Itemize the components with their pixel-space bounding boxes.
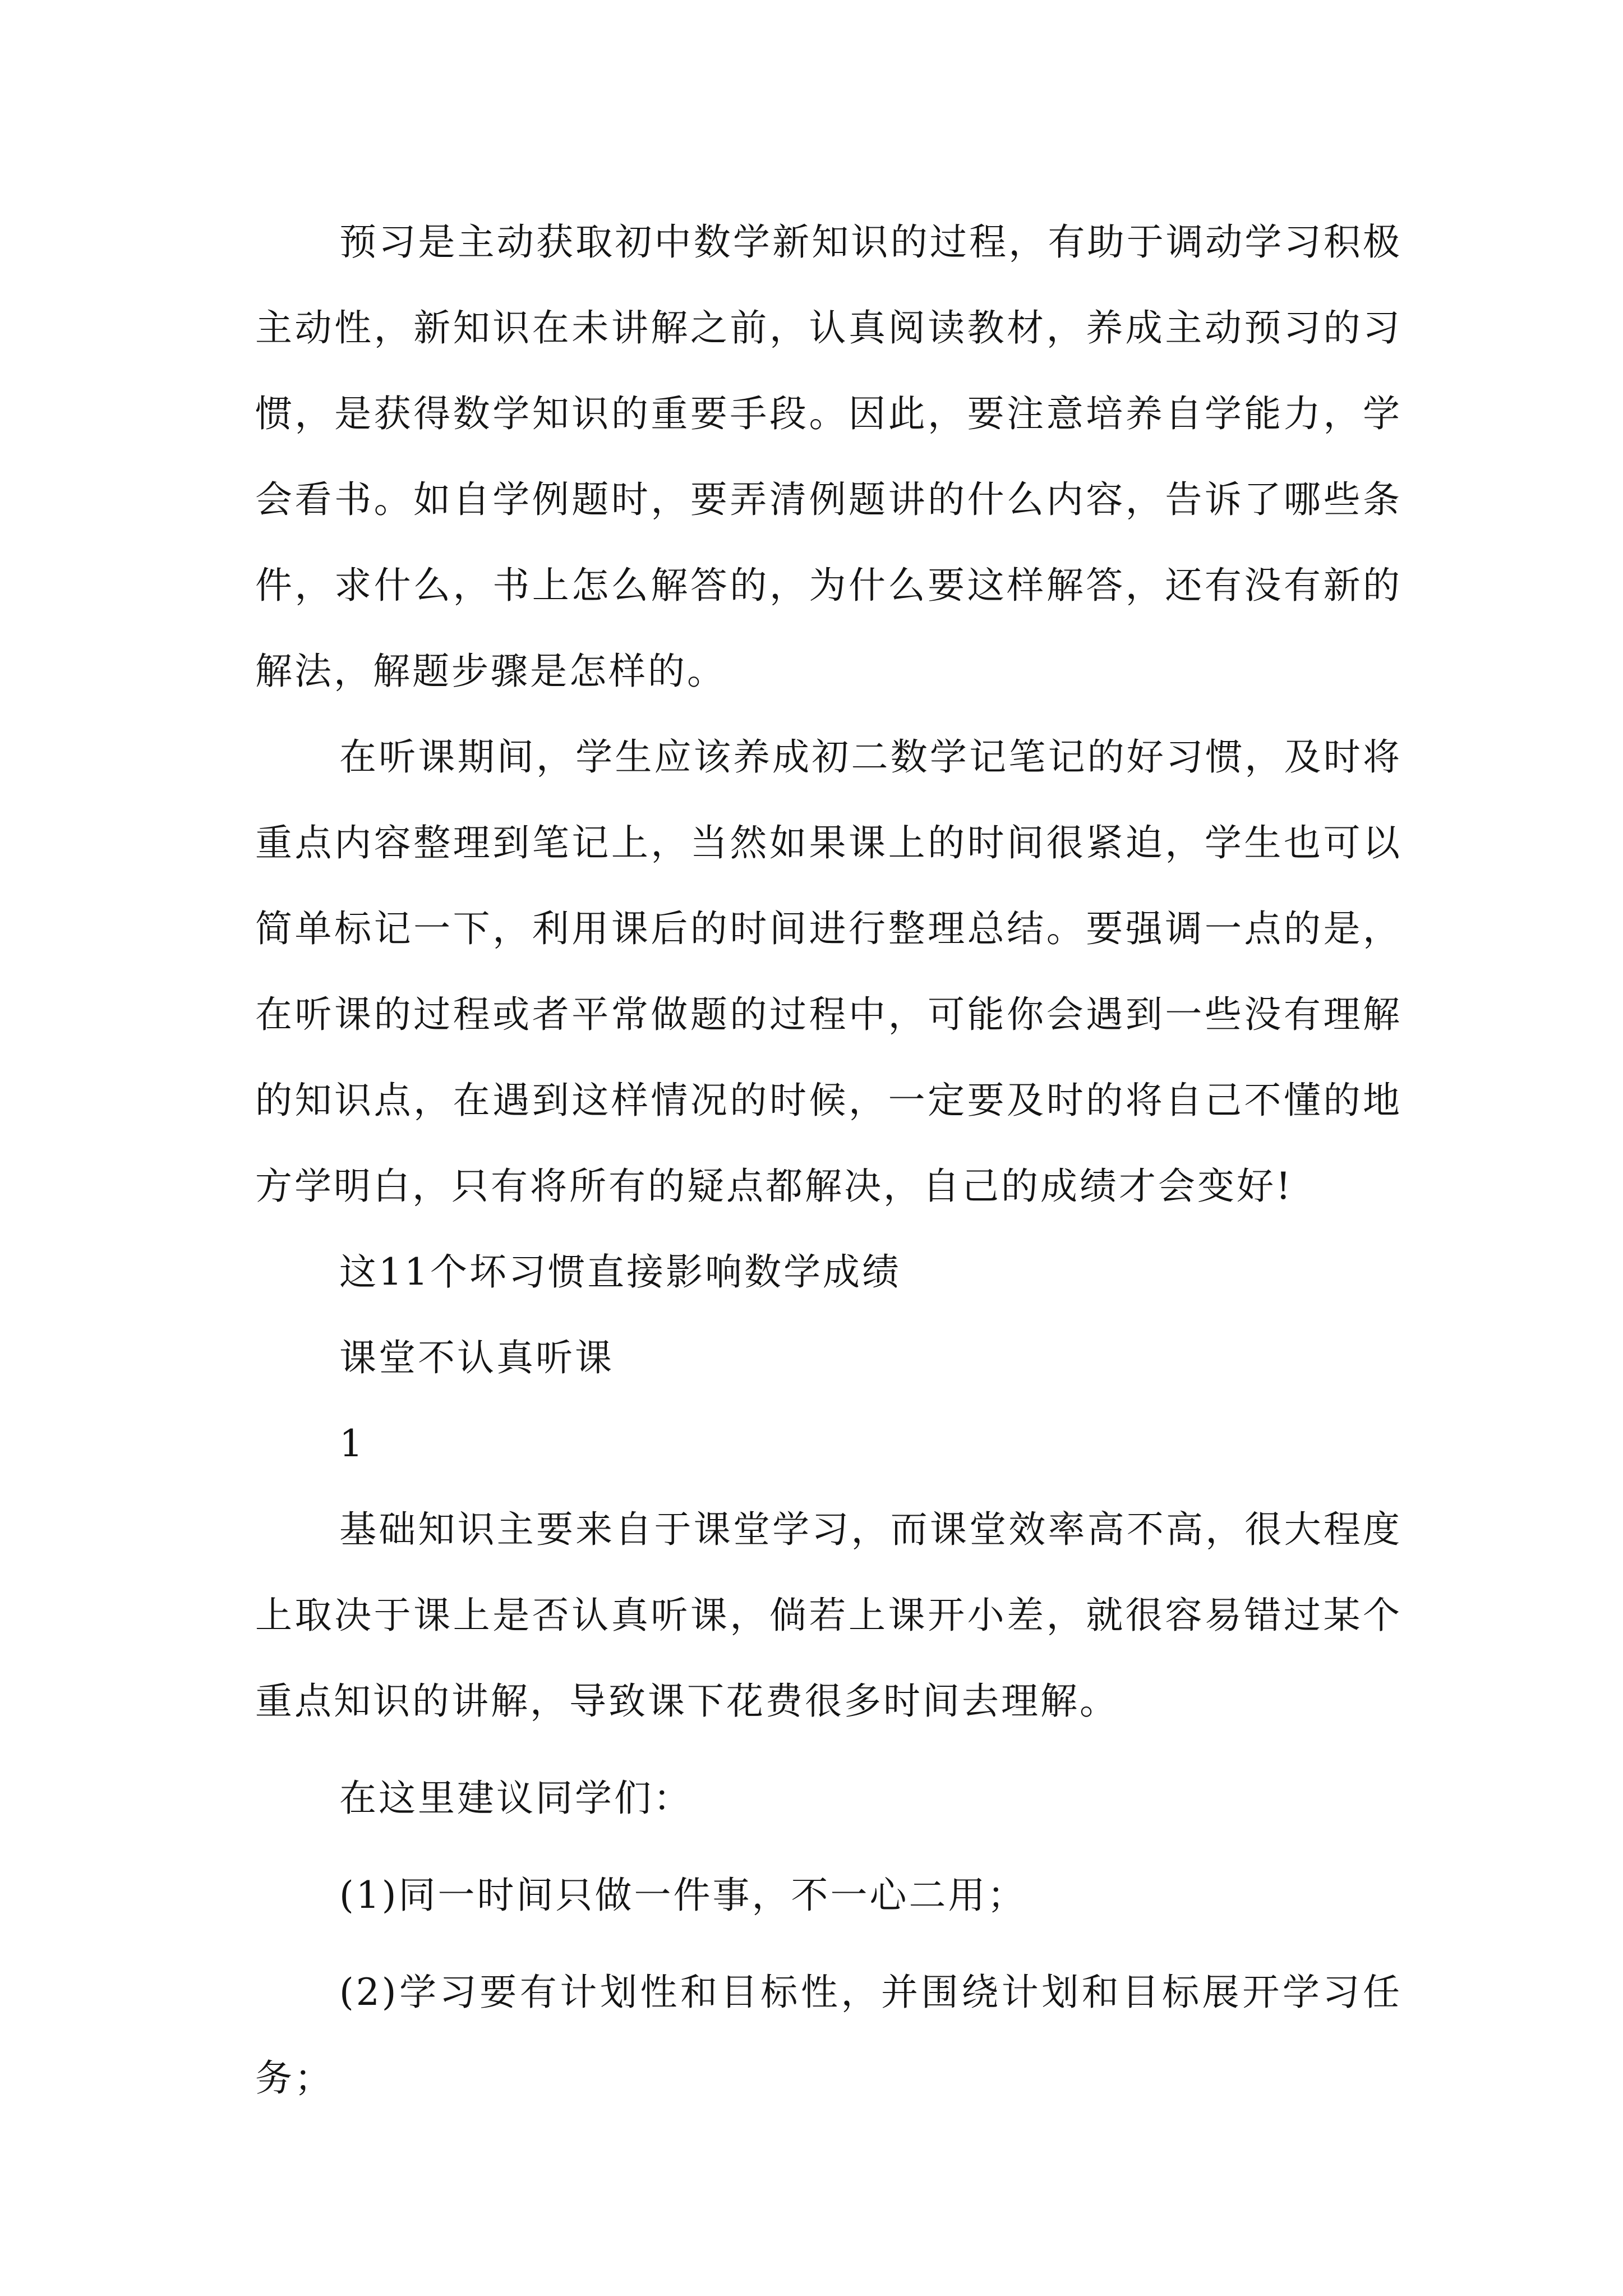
section-number: 1 — [339, 1422, 365, 1465]
paragraph-suggestion-intro: 在这里建议同学们： — [339, 1777, 693, 1820]
suggestion-item-2: (2)学习要有计划性和目标性，并围绕计划和目标展开学习任务； — [255, 1971, 1402, 2100]
paragraph-notes: 在听课期间，学生应该养成初二数学记笔记的好习惯，及时将重点内容整理到笔记上，当然如果课上的时间很紧迫，学生也可以简单标记一下，利用课后的时间进行整理总结。要强调一点的是，在听课的过程或者平常做题的过程中，可能你会遇到一些没有理解的知识点，在遇到这样情况的时候，一定要及时的将自己不懂的地方学明白，只有将所有的疑点都解决，自己的成绩才会变好! — [255, 735, 1402, 1208]
suggestion-item-1: (1)同一时间只做一件事，不一心二用； — [339, 1874, 1027, 1917]
paragraph-foundation: 基础知识主要来自于课堂学习，而课堂效率高不高，很大程度上取决于课上是否认真听课，倘若上课开小差，就很容易错过某个重点知识的讲解，导致课下花费很多时间去理解。 — [255, 1508, 1402, 1723]
section-subheading: 课堂不认真听课 — [339, 1336, 614, 1379]
document-body — [255, 199, 1402, 2121]
paragraph-preview: 预习是主动获取初中数学新知识的过程，有助于调动学习积极主动性，新知识在未讲解之前，认真阅读教材，养成主动预习的习惯，是获得数学知识的重要手段。因此，要注意培养自学能力，学会看书。如自学例题时，要弄清例题讲的什么内容，告诉了哪些条件，求什么，书上怎么解答的，为什么要这样解答，还有没有新的解法，解题步骤是怎样的。 — [255, 220, 1402, 693]
section-heading: 这11个坏习惯直接影响数学成绩 — [339, 1250, 901, 1294]
